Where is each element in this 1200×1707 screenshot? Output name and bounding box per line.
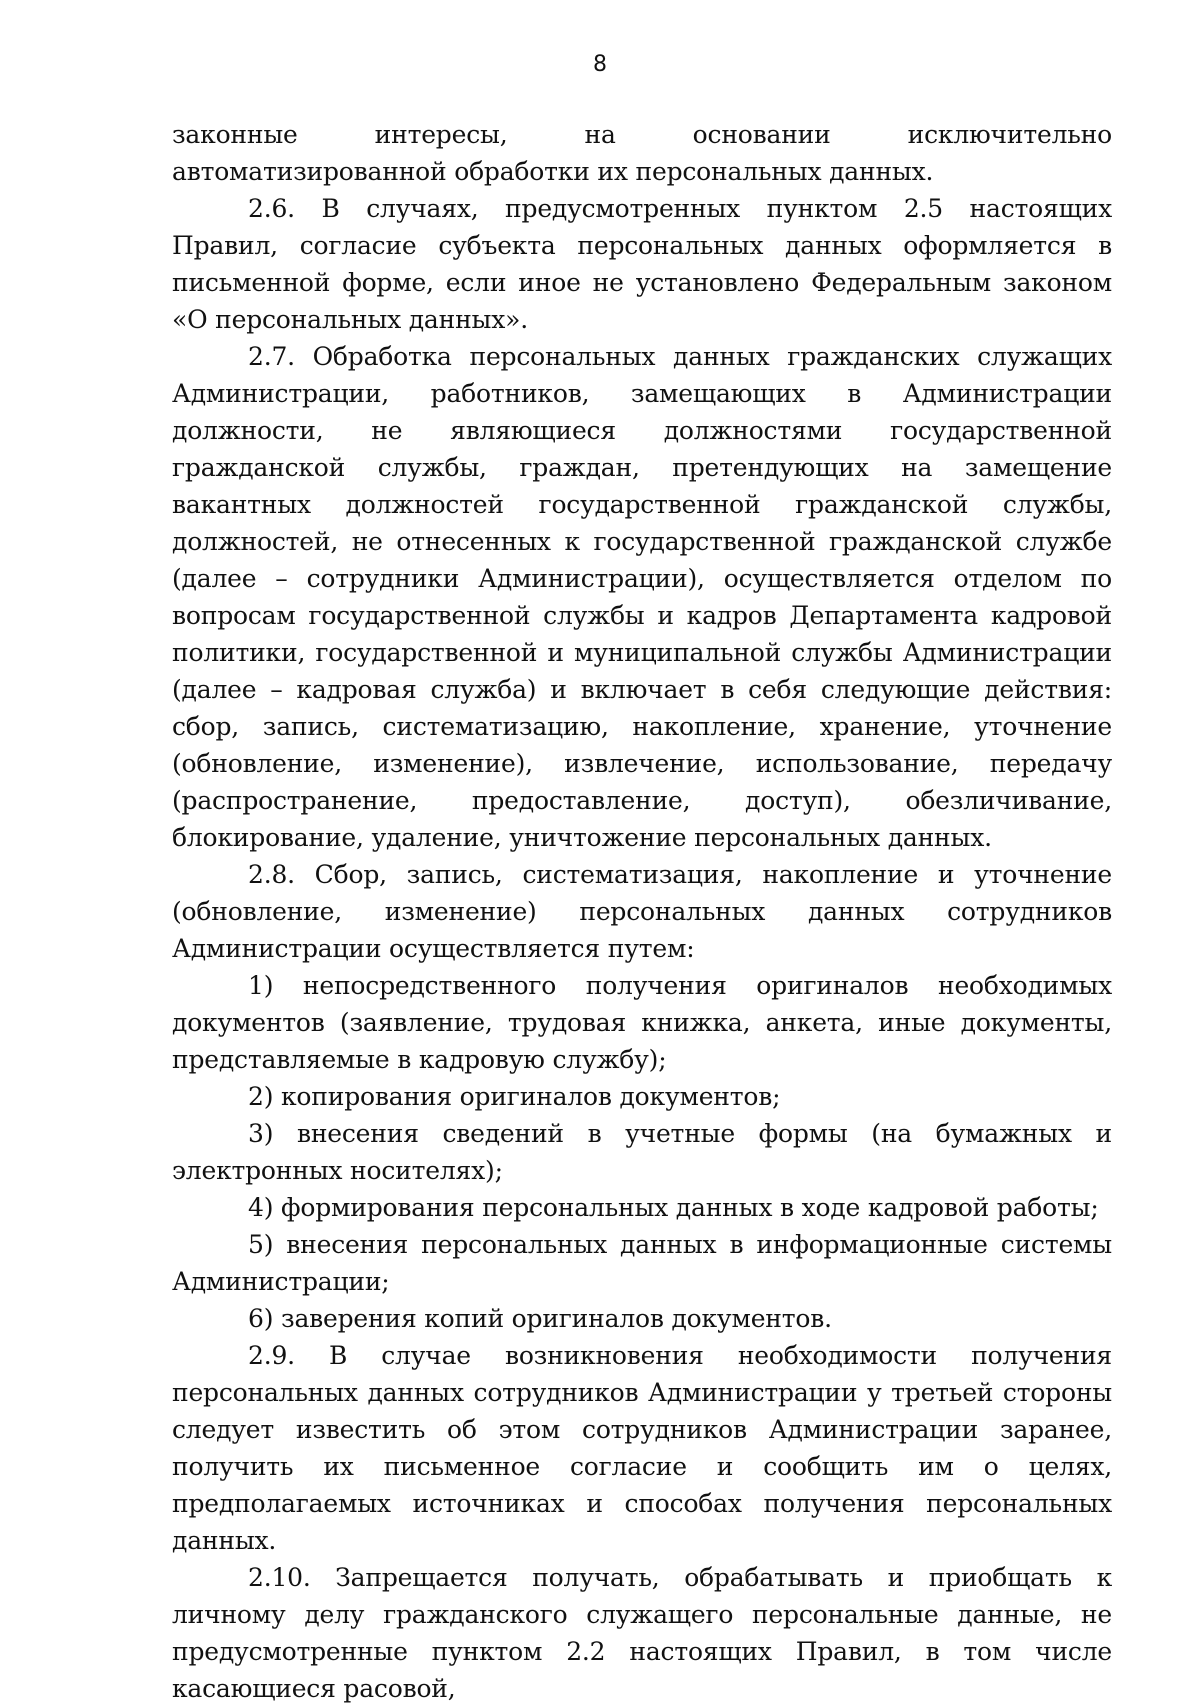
list-item-2: 2) копирования оригиналов документов; xyxy=(248,1082,781,1111)
paragraph-2-9: 2.9. В случае возникновения необходимости получения персональных данных сотрудников Администрации у третьей стороны следует известить об этом сотрудников Администрации заранее, получить их письменное согласие и сообщить им о целях, предполагаемых источниках и способах получения персональных данных. xyxy=(172,1341,1112,1555)
page-number: 8 xyxy=(593,52,607,77)
list-item-6: 6) заверения копий оригиналов документов. xyxy=(248,1304,832,1333)
paragraph-2-6: 2.6. В случаях, предусмотренных пунктом 2.5 настоящих Правил, согласие субъекта персональных данных оформляется в письменной форме, если иное не установлено Федеральным законом «О персональных данных». xyxy=(172,194,1112,334)
paragraph-2-10: 2.10. Запрещается получать, обрабатывать и приобщать к личному делу гражданского служащего персональные данные, не предусмотренные пунктом 2.2 настоящих Правил, в том числе касающиеся расовой, xyxy=(172,1563,1112,1703)
list-item-5: 5) внесения персональных данных в информационные системы Администрации; xyxy=(172,1230,1112,1296)
paragraph-continuation: законные интересы, на основании исключительно автоматизированной обработки их персональных данных. xyxy=(172,120,1112,186)
document-body xyxy=(172,116,1112,1707)
paragraph-2-7: 2.7. Обработка персональных данных гражданских служащих Администрации, работников, замещающих в Администрации должности, не являющиеся должностями государственной гражданской службы, граждан, претендующих на замещение вакантных должностей государственной гражданской службы, должностей, не отнесенных к государственной гражданской службе (далее – сотрудники Администрации), осуществляется отделом по вопросам государственной службы и кадров Департамента кадровой политики, государственной и муниципальной службы Администрации (далее – кадровая служба) и включает в себя следующие действия: сбор, запись, систематизацию, накопление, хранение, уточнение (обновление, изменение), извлечение, использование, передачу (распространение, предоставление, доступ), обезличивание, блокирование, удаление, уничтожение персональных данных. xyxy=(172,342,1112,852)
paragraph-2-8: 2.8. Сбор, запись, систематизация, накопление и уточнение (обновление, изменение) персональных данных сотрудников Администрации осуществляется путем: xyxy=(172,860,1112,963)
list-item-1: 1) непосредственного получения оригиналов необходимых документов (заявление, трудовая книжка, анкета, иные документы, представляемые в кадровую службу); xyxy=(172,971,1112,1074)
list-item-3: 3) внесения сведений в учетные формы (на бумажных и электронных носителях); xyxy=(172,1119,1112,1185)
list-item-4: 4) формирования персональных данных в ходе кадровой работы; xyxy=(248,1193,1099,1222)
